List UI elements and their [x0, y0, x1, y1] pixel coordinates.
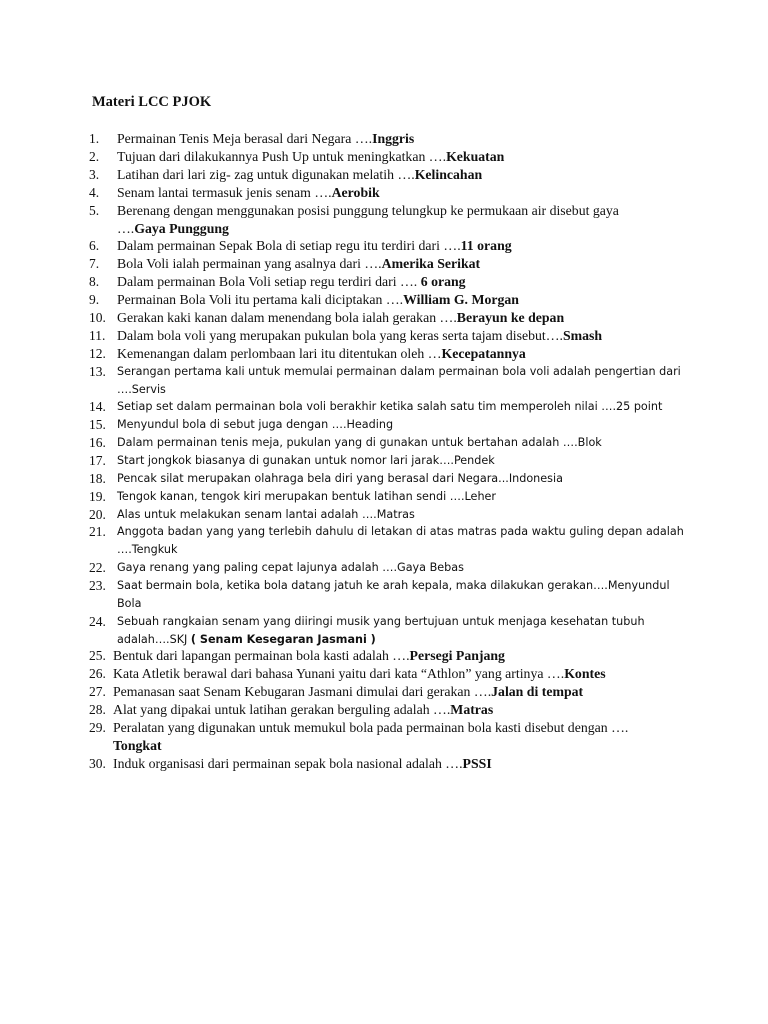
item-text [113, 647, 679, 665]
item-number: 11. [89, 328, 106, 343]
question-text: Alat yang dipakai untuk latihan gerakan berguling adalah …. [113, 702, 451, 717]
answer-text: Persegi Panjang [409, 648, 505, 663]
item-line [117, 488, 683, 506]
item-number: 20. [89, 507, 106, 522]
item-number: 19. [89, 489, 106, 504]
item-text [117, 255, 683, 273]
item-number: 2. [89, 149, 100, 164]
question-text: Sebuah rangkaian senam yang diiringi musik yang bertujuan untuk menjaga kesehatan tubuh [117, 615, 645, 628]
item-text [117, 559, 683, 577]
item-line [117, 613, 683, 631]
item-line [117, 506, 683, 524]
answer-text: PSSI [462, 756, 492, 771]
question-text: Start jongkok biasanya di gunakan untuk nomor lari jarak….Pendek [117, 454, 495, 467]
question-text: Kemenangan dalam perlombaan lari itu ditentukan oleh … [117, 346, 442, 361]
answer-text: Kecepatannya [441, 346, 526, 361]
item-text [117, 291, 683, 309]
answer-text: Gaya Punggung [134, 221, 229, 236]
question-text: Dalam permainan Bola Voli setiap regu terdiri dari …. [117, 274, 421, 289]
item-number: 29. [89, 720, 106, 735]
item-number: 16. [89, 435, 106, 450]
item-text [117, 327, 683, 345]
item-number: 1. [89, 131, 100, 146]
question-text: Dalam permainan Sepak Bola di setiap regu itu terdiri dari …. [117, 238, 461, 253]
item-line [113, 719, 679, 737]
answer-text: William G. Morgan [403, 292, 519, 307]
item-line [117, 523, 683, 541]
item-text [117, 237, 683, 255]
item-line [117, 577, 683, 595]
answer-text: Tongkat [113, 738, 162, 753]
item-number: 9. [89, 292, 100, 307]
item-line [117, 595, 683, 613]
item-number: 21. [89, 524, 106, 539]
item-line [113, 683, 679, 701]
question-text: Permainan Bola Voli itu pertama kali diciptakan …. [117, 292, 404, 307]
item-line [117, 452, 683, 470]
item-text [117, 398, 683, 416]
item-number: 12. [89, 346, 106, 361]
item-text [113, 665, 679, 683]
item-text [117, 577, 683, 613]
item-number: 15. [89, 417, 106, 432]
item-text [117, 506, 683, 524]
item-text [113, 755, 679, 773]
item-text [117, 434, 683, 452]
question-text: Saat bermain bola, ketika bola datang jatuh ke arah kepala, maka dilakukan gerakan….Menyundul [117, 579, 670, 592]
item-line [117, 541, 683, 559]
item-text [117, 166, 683, 184]
answer-text: Amerika Serikat [381, 256, 481, 271]
item-number: 10. [89, 310, 106, 325]
answer-text: Matras [450, 702, 494, 717]
item-line [117, 255, 683, 273]
item-number: 13. [89, 364, 106, 379]
item-number: 28. [89, 702, 106, 717]
question-text: ….Servis [117, 383, 166, 396]
item-line [117, 166, 683, 184]
question-text: Menyundul bola di sebut juga dengan ….Heading [117, 418, 394, 431]
item-text [117, 184, 683, 202]
item-line [117, 237, 683, 255]
item-line [117, 345, 683, 363]
answer-text: Inggris [372, 131, 415, 146]
answer-text: Kelincahan [414, 167, 483, 182]
item-text [117, 345, 683, 363]
answer-text: Kekuatan [446, 149, 505, 164]
question-text: Bola [117, 597, 142, 610]
item-number: 7. [89, 256, 100, 271]
item-line [117, 309, 683, 327]
item-line [117, 327, 683, 345]
item-line [117, 470, 683, 488]
answer-text: ( Senam Kesegaran Jasmani ) [190, 633, 376, 646]
item-text [113, 683, 679, 701]
item-text [117, 273, 683, 291]
item-line [117, 273, 683, 291]
question-text: adalah….SKJ [117, 633, 191, 646]
question-text: Peralatan yang digunakan untuk memukul bola pada permainan bola kasti disebut dengan …. [113, 720, 629, 735]
question-text: Setiap set dalam permainan bola voli berakhir ketika salah satu tim memperoleh nilai ….25 point [117, 400, 663, 413]
item-text [117, 488, 683, 506]
question-text: Dalam permainan tenis meja, pukulan yang di gunakan untuk bertahan adalah ….Blok [117, 436, 602, 449]
item-number: 23. [89, 578, 106, 593]
question-text: Gerakan kaki kanan dalam menendang bola ialah gerakan …. [117, 310, 457, 325]
item-line [117, 202, 683, 220]
item-number: 30. [89, 756, 106, 771]
answer-text: Aerobik [331, 185, 380, 200]
item-text [117, 148, 683, 166]
item-line [117, 416, 683, 434]
question-text: Permainan Tenis Meja berasal dari Negara …. [117, 131, 373, 146]
item-number: 22. [89, 560, 106, 575]
answer-text: Smash [562, 328, 603, 343]
item-number: 25. [89, 648, 106, 663]
item-text [117, 309, 683, 327]
item-text [117, 130, 683, 148]
item-number: 8. [89, 274, 100, 289]
item-number: 18. [89, 471, 106, 486]
item-number: 4. [89, 185, 100, 200]
item-line [117, 434, 683, 452]
item-number: 27. [89, 684, 106, 699]
item-line [117, 291, 683, 309]
item-number: 5. [89, 203, 100, 218]
item-line [117, 148, 683, 166]
item-line [113, 737, 679, 755]
question-text: Alas untuk melakukan senam lantai adalah ….Matras [117, 508, 415, 521]
question-text: Bentuk dari lapangan permainan bola kasti adalah …. [113, 648, 410, 663]
item-text [117, 452, 683, 470]
item-text [113, 701, 679, 719]
question-text: Serangan pertama kali untuk memulai permainan dalam permainan bola voli adalah pengertian dari [117, 365, 681, 378]
item-line [117, 363, 683, 381]
answer-text: 11 orang [460, 238, 512, 253]
answer-text: Kontes [564, 666, 606, 681]
item-line [117, 381, 683, 399]
question-text: Latihan dari lari zig- zag untuk digunakan melatih …. [117, 167, 415, 182]
item-line [117, 184, 683, 202]
question-text: Anggota badan yang yang terlebih dahulu di letakan di atas matras pada waktu guling depan adalah [117, 525, 684, 538]
question-text: Dalam bola voli yang merupakan pukulan bola yang keras serta tajam disebut…. [117, 328, 563, 343]
item-line [117, 130, 683, 148]
item-line [117, 559, 683, 577]
item-text [117, 613, 683, 649]
answer-text: Berayun ke depan [456, 310, 565, 325]
question-text: Bola Voli ialah permainan yang asalnya dari …. [117, 256, 382, 271]
question-text: Tengok kanan, tengok kiri merupakan bentuk latihan sendi ….Leher [117, 490, 497, 503]
item-text [117, 363, 683, 399]
question-text: Tujuan dari dilakukannya Push Up untuk meningkatkan …. [117, 149, 447, 164]
item-number: 24. [89, 614, 106, 629]
item-number: 17. [89, 453, 106, 468]
question-text: Gaya renang yang paling cepat lajunya adalah ….Gaya Bebas [117, 561, 464, 574]
item-text [117, 416, 683, 434]
question-text: Pemanasan saat Senam Kebugaran Jasmani dimulai dari gerakan …. [113, 684, 492, 699]
item-text [117, 470, 683, 488]
question-text: ….Tengkuk [117, 543, 178, 556]
question-text: Pencak silat merupakan olahraga bela diri yang berasal dari Negara...Indonesia [117, 472, 563, 485]
question-text: Berenang dengan menggunakan posisi punggung telungkup ke permukaan air disebut gaya [117, 203, 619, 218]
item-number: 26. [89, 666, 106, 681]
item-text [113, 719, 679, 755]
item-number: 3. [89, 167, 100, 182]
answer-text: 6 orang [420, 274, 466, 289]
item-line [117, 398, 683, 416]
question-text: Induk organisasi dari permainan sepak bola nasional adalah …. [113, 756, 463, 771]
item-number: 14. [89, 399, 106, 414]
item-number: 6. [89, 238, 100, 253]
answer-text: Jalan di tempat [491, 684, 584, 699]
item-line [117, 220, 683, 238]
item-line [113, 665, 679, 683]
document-title: Materi LCC PJOK [92, 94, 212, 110]
item-line [113, 647, 679, 665]
question-text: …. [117, 221, 135, 236]
question-text: Senam lantai termasuk jenis senam …. [117, 185, 332, 200]
item-line [113, 755, 679, 773]
item-text [117, 202, 683, 238]
item-text [117, 523, 683, 559]
question-text: Kata Atletik berawal dari bahasa Yunani yaitu dari kata “Athlon” yang artinya …. [113, 666, 565, 681]
item-line [113, 701, 679, 719]
